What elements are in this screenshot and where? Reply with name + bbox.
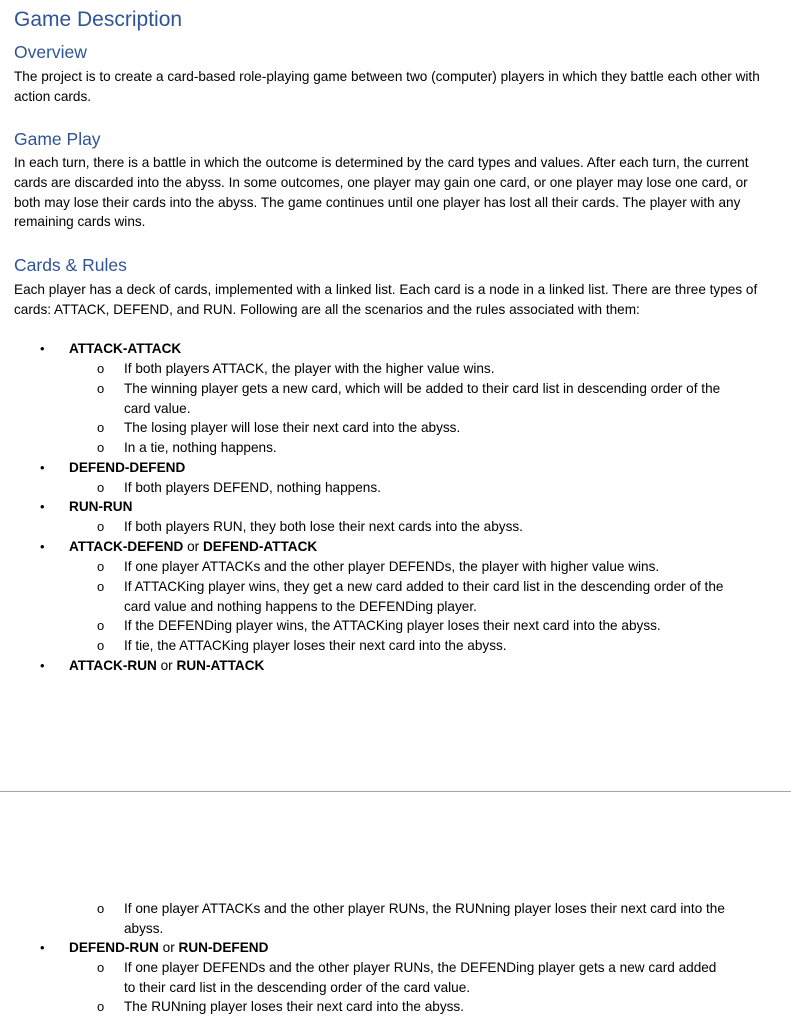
bullet-icon: • [40, 940, 45, 955]
rule-text: If the DEFENDing player wins, the ATTACKing player loses their next card into the abyss. [124, 618, 661, 633]
rule-text: If both players DEFEND, nothing happens. [124, 480, 381, 495]
or-connector: or [162, 940, 175, 955]
rules-heading: Cards & Rules [14, 255, 127, 275]
scenario-name: ATTACK-ATTACK [69, 341, 182, 356]
bullet-icon: • [40, 658, 45, 673]
sub-bullet-icon: o [97, 559, 105, 574]
gameplay-heading: Game Play [14, 129, 101, 149]
scenario-alt-name: RUN-DEFEND [178, 940, 269, 955]
bullet-icon: • [40, 499, 45, 514]
rule-text: The winning player gets a new card, which will be added to their card list in descending order of the card value. [124, 381, 721, 416]
document-page-2 [0, 793, 791, 1024]
scenario-name: DEFEND-RUN [69, 940, 159, 955]
sub-bullet-icon: o [97, 480, 105, 495]
scenario-name: RUN-RUN [69, 499, 133, 514]
sub-bullet-icon: o [97, 361, 105, 376]
rule-text: If tie, the ATTACKing player loses their next card into the abyss. [124, 638, 507, 653]
or-connector: or [160, 658, 173, 673]
scenario-alt-name: RUN-ATTACK [176, 658, 265, 673]
rule-text: If both players RUN, they both lose their next cards into the abyss. [124, 519, 523, 534]
rule-text: In a tie, nothing happens. [124, 440, 277, 455]
rule-text: If ATTACKing player wins, they get a new card added to their card list in the descending order of the card value and nothing happens to the DEFENDing player. [124, 579, 724, 614]
or-connector: or [187, 539, 200, 554]
rule-text: The RUNning player loses their next card into the abyss. [124, 999, 465, 1014]
bullet-icon: • [40, 460, 45, 475]
bullet-icon: • [40, 539, 45, 554]
sub-bullet-icon: o [97, 901, 105, 916]
overview-heading: Overview [14, 42, 87, 62]
rules-intro-paragraph: Each player has a deck of cards, implemented with a linked list. Each card is a node in a linked list. There are three types of cards: ATTACK, DEFEND, and RUN. Following are all the scenarios and the rules associated with them: [14, 282, 758, 317]
sub-bullet-icon: o [97, 579, 105, 594]
sub-bullet-icon: o [97, 381, 105, 396]
rule-text: If one player ATTACKs and the other player RUNs, the RUNning player loses their next card into the abyss. [124, 901, 725, 936]
rule-text: If one player ATTACKs and the other player DEFENDs, the player with higher value wins. [124, 559, 660, 574]
document-title: Game Description [14, 8, 183, 31]
sub-bullet-icon: o [97, 638, 105, 653]
gameplay-paragraph: In each turn, there is a battle in which the outcome is determined by the card types and values. After each turn, the current cards are discarded into the abyss. In some outcomes, one player may gain one card, or one player may lose one card, or both may lose their cards into the abyss. The game continues until one player has lost all their cards. The player with any remaining cards wins. [14, 155, 749, 230]
page-break-divider [0, 791, 791, 792]
rule-text: If one player DEFENDs and the other player RUNs, the DEFENDing player gets a new card added to their card list in the descending order of the card value. [124, 960, 717, 995]
sub-bullet-icon: o [97, 960, 105, 975]
overview-paragraph: The project is to create a card-based role-playing game between two (computer) players in which they battle each other with action cards. [14, 69, 760, 104]
sub-bullet-icon: o [97, 618, 105, 633]
sub-bullet-icon: o [97, 999, 105, 1014]
rule-text: If both players ATTACK, the player with the higher value wins. [124, 361, 495, 376]
sub-bullet-icon: o [97, 519, 105, 534]
sub-bullet-icon: o [97, 440, 105, 455]
rule-text: The losing player will lose their next card into the abyss. [124, 420, 461, 435]
bullet-icon: • [40, 341, 45, 356]
scenario-name: ATTACK-DEFEND [69, 539, 184, 554]
sub-bullet-icon: o [97, 420, 105, 435]
scenario-name: ATTACK-RUN [69, 658, 157, 673]
scenario-alt-name: DEFEND-ATTACK [202, 539, 318, 554]
scenario-name: DEFEND-DEFEND [69, 460, 186, 475]
